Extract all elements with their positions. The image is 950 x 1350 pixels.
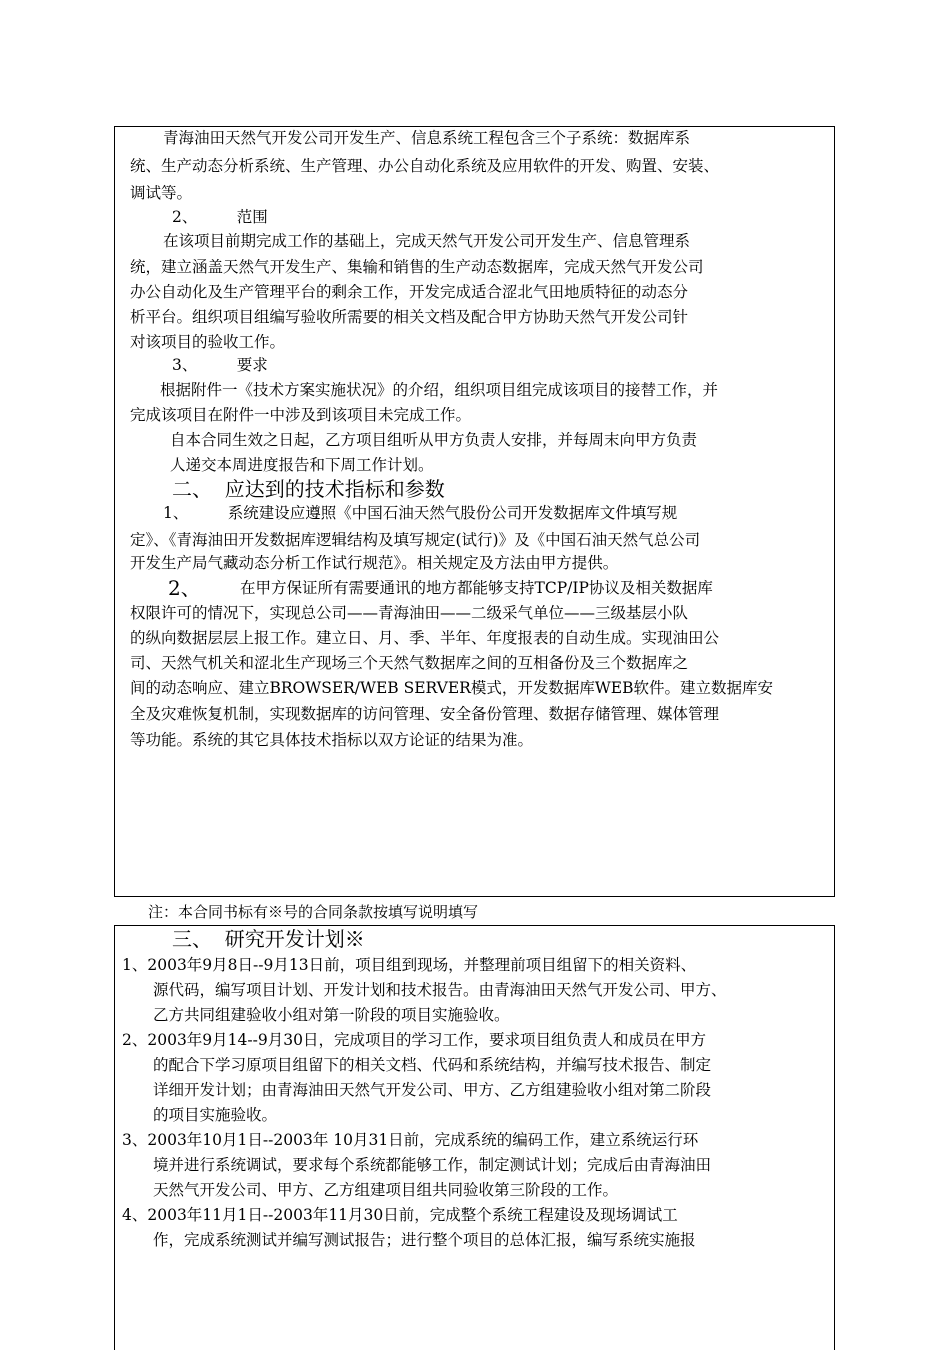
contract-note: 注：本合同书标有※号的合同条款按填写说明填写 xyxy=(148,903,479,921)
tech2-line: 全及灾难恢复机制，实现数据库的访问管理、安全备份管理、数据存储管理、媒体管理 xyxy=(130,705,720,723)
scope-line: 统，建立涵盖天然气开发生产、集输和销售的生产动态数据库，完成天然气开发公司 xyxy=(130,258,704,276)
plan-item-line: 境并进行系统调试，要求每个系统都能够工作，制定测试计划；完成后由青海油田 xyxy=(153,1156,712,1174)
plan-item-line: 2、2003年9月14--9月30日，完成项目的学习工作，要求项目组负责人和成员在甲方 xyxy=(122,1031,706,1049)
req-line: 自本合同生效之日起，乙方项目组听从甲方负责人安排，并每周末向甲方负责 xyxy=(170,431,698,449)
tech2-line: 司、天然气机关和涩北生产现场三个天然气数据库之间的互相备份及三个数据库之 xyxy=(130,654,689,672)
intro-line: 调试等。 xyxy=(130,184,193,202)
req-line: 人递交本周进度报告和下周工作计划。 xyxy=(170,456,434,474)
tech2-number: 2、 xyxy=(168,576,201,600)
scope-line: 在该项目前期完成工作的基础上，完成天然气开发公司开发生产、信息管理系 xyxy=(163,232,691,250)
tech2-line: 在甲方保证所有需要通讯的地方都能够支持TCP/IP协议及相关数据库 xyxy=(240,579,713,597)
plan-item-line: 1、2003年9月8日--9月13日前，项目组到现场，并整理前项目组留下的相关资料、 xyxy=(122,956,697,974)
tech1-line: 定》、《青海油田开发数据库逻辑结构及填写规定(试行)》及《中国石油天然气总公司 xyxy=(130,531,701,549)
tech-heading: 二、 应达到的技术指标和参数 xyxy=(172,477,445,501)
tech2-line: 间的动态响应、建立BROWSER/WEB SERVER模式，开发数据库WEB软件。建立数据库安 xyxy=(130,679,773,697)
plan-item-line: 作，完成系统测试并编写测试报告；进行整个项目的总体汇报，编写系统实施报 xyxy=(153,1231,696,1249)
scope-line: 办公自动化及生产管理平台的剩余工作，开发完成适合涩北气田地质特征的动态分 xyxy=(130,283,689,301)
tech2-line: 权限许可的情况下，实现总公司——青海油田——二级采气单位——三级基层小队 xyxy=(130,604,689,622)
plan-heading: 三、 研究开发计划※ xyxy=(172,927,365,951)
plan-item-line: 的配合下学习原项目组留下的相关文档、代码和系统结构，并编写技术报告、制定 xyxy=(153,1056,712,1074)
req-heading: 3、 要求 xyxy=(172,356,268,374)
req-line: 根据附件一《技术方案实施状况》的介绍，组织项目组完成该项目的接替工作，并 xyxy=(160,381,719,399)
tech1-line: 1、 系统建设应遵照《中国石油天然气股份公司开发数据库文件填写规 xyxy=(163,504,678,522)
plan-item-line: 天然气开发公司、甲方、乙方组建项目组共同验收第三阶段的工作。 xyxy=(153,1181,619,1199)
scope-heading: 2、 范围 xyxy=(172,208,268,226)
plan-item-line: 详细开发计划；由青海油田天然气开发公司、甲方、乙方组建验收小组对第二阶段 xyxy=(153,1081,712,1099)
intro-line: 统、生产动态分析系统、生产管理、办公自动化系统及应用软件的开发、购置、安装、 xyxy=(130,157,720,175)
tech2-line: 的纵向数据层层上报工作。建立日、月、季、半年、年度报表的自动生成。实现油田公 xyxy=(130,629,720,647)
tech1-line: 开发生产局气藏动态分析工作试行规范》。相关规定及方法由甲方提供。 xyxy=(130,554,619,572)
intro-line: 青海油田天然气开发公司开发生产、信息系统工程包含三个子系统：数据库系 xyxy=(163,129,691,147)
plan-item-line: 源代码，编写项目计划、开发计划和技术报告。由青海油田天然气开发公司、甲方、 xyxy=(153,981,727,999)
tech2-line: 等功能。系统的其它具体技术指标以双方论证的结果为准。 xyxy=(130,731,534,749)
scope-line: 对该项目的验收工作。 xyxy=(130,333,286,351)
plan-item-line: 的项目实施验收。 xyxy=(153,1106,278,1124)
req-line: 完成该项目在附件一中涉及到该项目未完成工作。 xyxy=(130,406,472,424)
scope-line: 析平台。组织项目组编写验收所需要的相关文档及配合甲方协助天然气开发公司针 xyxy=(130,308,689,326)
plan-item-line: 乙方共同组建验收小组对第一阶段的项目实施验收。 xyxy=(153,1006,510,1024)
plan-item-line: 3、2003年10月1日--2003年 10月31日前，完成系统的编码工作，建立系统运行环 xyxy=(122,1131,699,1149)
plan-item-line: 4、2003年11月1日--2003年11月30日前，完成整个系统工程建设及现场调试工 xyxy=(122,1206,678,1224)
